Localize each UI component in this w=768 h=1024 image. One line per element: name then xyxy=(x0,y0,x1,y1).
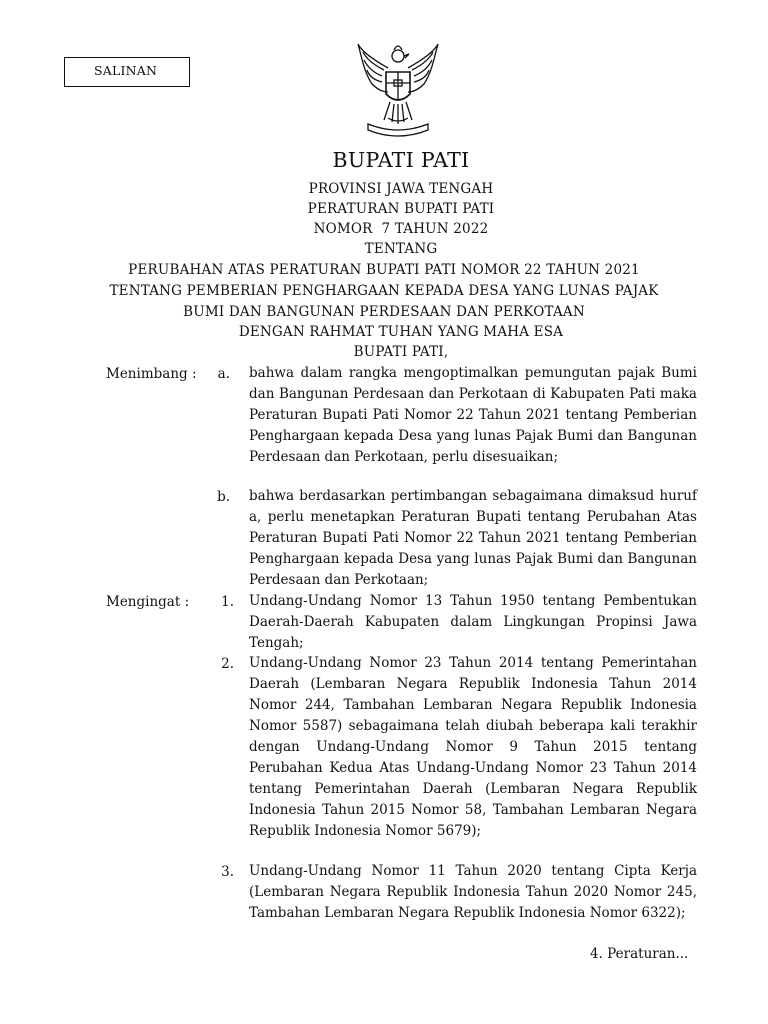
province-line: PROVINSI JAWA TENGAH xyxy=(308,181,494,197)
mengingat-item-2: Undang-Undang Nomor 23 Tahun 2014 tentang Pemerintahan Daerah (Lembaran Negara Republik Indonesia Tahun 2014 Nomor 244, Tambahan Lembaran Negara Republik Indonesia Nomor 5587) sebagaimana telah diubah beberapa kali terakhir dengan Undang-Undang Nomor 9 Tahun 2015 tentang Perubahan Kedua Atas Undang-Undang Nomor 23 Tahun 2014 tentang Pemerintahan Daerah (Lembaran Negara Republik Indonesia Tahun 2015 Nomor 58, Tambahan Lembaran Negara Republik Indonesia Nomor 5679); xyxy=(249,655,697,839)
menimbang-label: Menimbang : xyxy=(106,366,197,382)
grace-line: DENGAN RAHMAT TUHAN YANG MAHA ESA xyxy=(238,324,564,340)
page-title: BUPATI PATI xyxy=(332,148,470,172)
mengingat-marker-2: 2. xyxy=(221,656,234,672)
mengingat-item-3: Undang-Undang Nomor 11 Tahun 2020 tentang Cipta Kerja (Lembaran Negara Republik Indonesia Tahun 2020 Nomor 245, Tambahan Lembaran Negara Republik Indonesia Nomor 6322); xyxy=(249,863,697,921)
mengingat-marker-3: 3. xyxy=(221,864,234,880)
menimbang-item-a: bahwa dalam rangka mengoptimalkan pemungutan pajak Bumi dan Bangunan Perdesaan dan Perkotaan di Kabupaten Pati maka Peraturan Bupati Pati Nomor 22 Tahun 2021 tentang Pemberian Penghargaan kepada Desa yang lunas Pajak Bumi dan Bangunan Perdesaan dan Perkotaan, perlu disesuaikan; xyxy=(249,365,697,465)
regulation-line: PERATURAN BUPATI PATI xyxy=(307,201,495,217)
regulation-number: NOMOR 7 TAHUN 2022 xyxy=(313,221,489,237)
about-line: TENTANG xyxy=(364,241,438,257)
garuda-emblem-icon xyxy=(354,38,442,140)
regent-line: BUPATI PATI, xyxy=(353,344,449,360)
salinan-stamp: SALINAN xyxy=(64,57,190,87)
mengingat-item-1: Undang-Undang Nomor 13 Tahun 1950 tentang Pembentukan Daerah-Daerah Kabupaten dalam Lingkungan Propinsi Jawa Tengah; xyxy=(249,593,697,651)
subject-line-3: BUMI DAN BANGUNAN PERDESAAN DAN PERKOTAAN xyxy=(183,304,585,320)
next-page-reference: 4. Peraturan... xyxy=(590,946,689,962)
subject-line-1: PERUBAHAN ATAS PERATURAN BUPATI PATI NOMOR 22 TAHUN 2021 xyxy=(128,262,640,278)
menimbang-marker-b: b. xyxy=(217,489,230,505)
mengingat-label: Mengingat : xyxy=(106,594,190,610)
menimbang-item-b: bahwa berdasarkan pertimbangan sebagaimana dimaksud huruf a, perlu menetapkan Peraturan Bupati tentang Perubahan Atas Peraturan Bupati Pati Nomor 22 Tahun 2021 tentang Pemberian Penghargaan kepada Desa yang lunas Pajak Bumi dan Bangunan Perdesaan dan Perkotaan; xyxy=(249,488,697,588)
mengingat-marker-1: 1. xyxy=(221,594,234,610)
menimbang-marker-a: a. xyxy=(217,366,230,382)
subject-line-2: TENTANG PEMBERIAN PENGHARGAAN KEPADA DESA YANG LUNAS PAJAK xyxy=(109,283,659,299)
